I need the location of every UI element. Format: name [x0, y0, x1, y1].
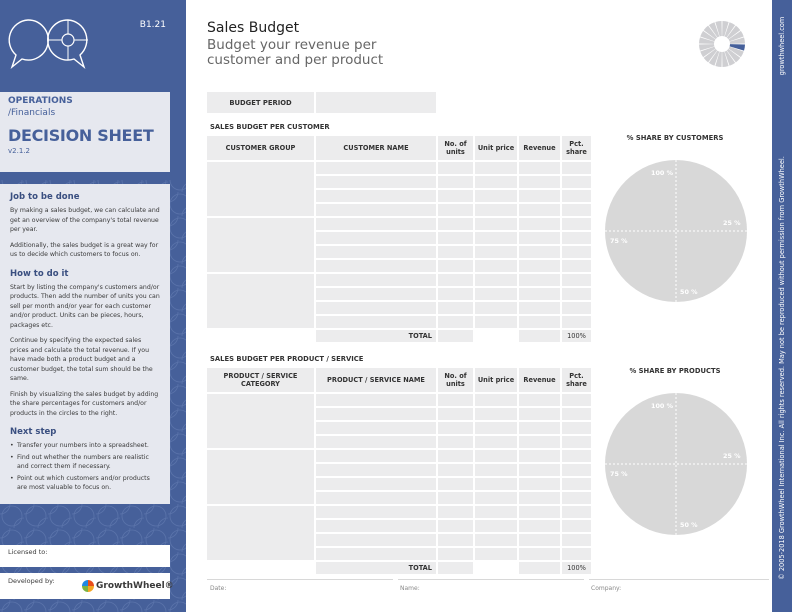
customer-row-cell[interactable] — [438, 260, 473, 272]
subtitle-line-1: Budget your revenue per — [207, 37, 377, 53]
customer-row-cell[interactable] — [562, 232, 591, 244]
product-row-cell[interactable] — [562, 492, 591, 504]
col-units: No. of units — [438, 136, 473, 160]
product-row-cell[interactable] — [475, 534, 517, 546]
customer-total-label: TOTAL — [316, 330, 436, 342]
sidebar — [0, 0, 186, 612]
col-units: No. of units — [438, 368, 473, 392]
customer-row-cell[interactable] — [562, 190, 591, 202]
name-label: Name: — [400, 585, 420, 592]
budget-period-field[interactable] — [316, 92, 436, 113]
customer-row-cell[interactable] — [475, 218, 517, 230]
product-row-cell[interactable] — [562, 450, 591, 462]
pie-label-50: 50 % — [680, 288, 698, 296]
name-line — [398, 579, 584, 580]
customer-row-cell[interactable] — [562, 302, 591, 314]
company-line — [589, 579, 769, 580]
product-group-cell[interactable] — [207, 506, 314, 560]
product-row-cell[interactable] — [519, 394, 560, 406]
customer-total-units[interactable] — [438, 330, 473, 342]
col-pct-share: Pct. share — [562, 368, 591, 392]
pie-label-25: 25 % — [723, 452, 741, 460]
customer-table — [207, 136, 593, 342]
product-row-cell[interactable] — [316, 506, 436, 518]
next-item: • Transfer your numbers into a spreadsheet. — [10, 441, 160, 451]
product-row-cell[interactable] — [562, 534, 591, 546]
next-item: • Find out whether the numbers are realistic and correct them if necessary. — [10, 453, 160, 472]
product-row-cell[interactable] — [562, 394, 591, 406]
customer-row-cell[interactable] — [475, 162, 517, 174]
customer-row-cell[interactable] — [475, 288, 517, 300]
product-row-cell[interactable] — [519, 464, 560, 476]
product-row-cell[interactable] — [475, 394, 517, 406]
customer-row-cell[interactable] — [562, 316, 591, 328]
product-row-cell[interactable] — [475, 520, 517, 532]
customer-row-cell[interactable] — [519, 176, 560, 188]
customer-total-revenue[interactable] — [519, 330, 560, 342]
customer-row-cell[interactable] — [316, 176, 436, 188]
date-label: Date: — [210, 585, 227, 592]
product-row-cell[interactable] — [475, 436, 517, 448]
customer-row-cell[interactable] — [475, 176, 517, 188]
product-row-cell[interactable] — [316, 422, 436, 434]
product-total-label: TOTAL — [316, 562, 436, 574]
product-row-cell[interactable] — [316, 450, 436, 462]
customer-total-pct: 100% — [562, 330, 591, 342]
growthwheel-logo — [82, 580, 174, 592]
customer-row-cell[interactable] — [316, 260, 436, 272]
product-row-cell[interactable] — [562, 478, 591, 490]
version-label: v2.1.2 — [8, 147, 30, 155]
customer-row-cell[interactable] — [475, 260, 517, 272]
sheet-code: B1.21 — [139, 20, 166, 30]
customer-row-cell[interactable] — [562, 204, 591, 216]
col-product-category: PRODUCT / SERVICE CATEGORY — [207, 368, 314, 392]
customer-row-cell[interactable] — [316, 190, 436, 202]
subcategory-label: /Financials — [8, 108, 56, 118]
customer-row-cell[interactable] — [475, 274, 517, 286]
product-row-cell[interactable] — [316, 464, 436, 476]
growthwheel-brand: GrowthWheel® — [96, 581, 174, 591]
job-paragraph-1: By making a sales budget, we can calculate and get an overview of the company's total revenue per year. — [10, 207, 160, 233]
customer-row-cell[interactable] — [316, 162, 436, 174]
customer-row-cell[interactable] — [519, 246, 560, 258]
pie-label-75: 75 % — [610, 237, 628, 245]
product-row-cell[interactable] — [519, 534, 560, 546]
how-paragraph-3: Finish by visualizing the sales budget by adding the share percentages for customers and/or products in the circles to the right. — [10, 390, 159, 417]
product-row-cell[interactable] — [438, 534, 473, 546]
how-paragraph-2: Continue by specifying the expected sales prices and calculate the total revenue. If you have made both a product budget and a customer budget, the total sum should be the same. — [10, 337, 153, 382]
customer-row-cell[interactable] — [475, 190, 517, 202]
customer-row-cell[interactable] — [562, 246, 591, 258]
how-heading: How to do it — [10, 268, 69, 279]
col-unit-price: Unit price — [475, 368, 517, 392]
customer-row-cell[interactable] — [316, 274, 436, 286]
product-row-cell[interactable] — [519, 422, 560, 434]
instructions-panel — [0, 184, 170, 504]
growthwheel-wheel-icon — [82, 580, 94, 592]
product-total-pct: 100% — [562, 562, 591, 574]
customer-row-cell[interactable] — [438, 316, 473, 328]
pie-customers-circle — [605, 160, 747, 302]
product-total-row — [207, 562, 593, 574]
product-row-cell[interactable] — [438, 422, 473, 434]
customer-row-cell[interactable] — [316, 218, 436, 230]
product-row-cell[interactable] — [475, 464, 517, 476]
next-list — [10, 441, 160, 493]
speech-wheels-icon — [6, 16, 102, 80]
subtitle-line-2: customer and per product — [207, 52, 384, 68]
customer-table-header — [207, 136, 593, 160]
customer-row-cell[interactable] — [562, 274, 591, 286]
col-revenue: Revenue — [519, 136, 560, 160]
customer-total-row — [207, 330, 593, 342]
customer-row-cell[interactable] — [562, 288, 591, 300]
company-label: Company: — [591, 585, 622, 592]
right-strip — [772, 0, 792, 612]
product-row-cell[interactable] — [475, 478, 517, 490]
product-row-cell[interactable] — [316, 492, 436, 504]
col-unit-price: Unit price — [475, 136, 517, 160]
pie-products[interactable] — [605, 393, 747, 535]
product-table-body — [207, 394, 593, 560]
customer-row-cell[interactable] — [519, 204, 560, 216]
customer-row-cell[interactable] — [438, 246, 473, 258]
customer-row-cell[interactable] — [438, 274, 473, 286]
job-heading: Job to be done — [10, 192, 80, 202]
product-row-cell[interactable] — [438, 436, 473, 448]
product-group-cell[interactable] — [207, 450, 314, 504]
product-row-cell[interactable] — [519, 436, 560, 448]
col-revenue: Revenue — [519, 368, 560, 392]
customer-row-cell[interactable] — [475, 246, 517, 258]
product-row-cell[interactable] — [562, 520, 591, 532]
customer-table-body — [207, 162, 593, 328]
job-paragraph-2: Additionally, the sales budget is a great way for us to decide which customers to focus on. — [10, 241, 159, 258]
product-row-cell[interactable] — [316, 436, 436, 448]
customer-row-cell[interactable] — [438, 176, 473, 188]
customer-row-cell[interactable] — [562, 176, 591, 188]
product-row-cell[interactable] — [438, 492, 473, 504]
customer-row-cell[interactable] — [316, 302, 436, 314]
copyright-text: © 2005-2018 GrowthWheel International Inc. All rights reserved. May not be reproduced without permission from GrowthWheel. — [778, 156, 786, 580]
col-customer-name: CUSTOMER NAME — [316, 136, 436, 160]
pie-label-50: 50 % — [680, 521, 698, 529]
customer-row-cell[interactable] — [562, 162, 591, 174]
product-row-cell[interactable] — [438, 450, 473, 462]
page-subtitle — [207, 38, 427, 68]
customer-row-cell[interactable] — [316, 232, 436, 244]
customer-row-cell[interactable] — [438, 190, 473, 202]
pie-label-25: 25 % — [723, 219, 741, 227]
product-row-cell[interactable] — [475, 548, 517, 560]
product-row-cell[interactable] — [519, 548, 560, 560]
customer-row-cell[interactable] — [519, 288, 560, 300]
pie-label-100: 100 % — [651, 402, 673, 410]
product-table-header — [207, 368, 593, 392]
product-row-cell[interactable] — [475, 506, 517, 518]
product-row-cell[interactable] — [438, 506, 473, 518]
customer-row-cell[interactable] — [519, 218, 560, 230]
col-product-name: PRODUCT / SERVICE NAME — [316, 368, 436, 392]
pie-products-title: % SHARE BY PRODUCTS — [629, 367, 721, 375]
product-row-cell[interactable] — [519, 450, 560, 462]
product-row-cell[interactable] — [438, 478, 473, 490]
customer-row-cell[interactable] — [519, 260, 560, 272]
pie-label-100: 100 % — [651, 169, 673, 177]
product-row-cell[interactable] — [562, 408, 591, 420]
product-row-cell[interactable] — [519, 478, 560, 490]
product-total-units[interactable] — [438, 562, 473, 574]
customer-row-cell[interactable] — [316, 246, 436, 258]
how-paragraph-1: Start by listing the company's customers and/or products. Then add the number of units you can sell per month and/or year for each customer and/or product. Units can be pieces, hours, packages etc. — [10, 283, 160, 329]
customer-section-title: SALES BUDGET PER CUSTOMER — [210, 123, 330, 131]
product-row-cell[interactable] — [316, 394, 436, 406]
customer-row-cell[interactable] — [438, 232, 473, 244]
product-section-title: SALES BUDGET PER PRODUCT / SERVICE — [210, 355, 364, 363]
budget-period-label: BUDGET PERIOD — [207, 92, 314, 113]
product-row-cell[interactable] — [316, 408, 436, 420]
product-row-cell[interactable] — [316, 520, 436, 532]
date-line — [207, 579, 393, 580]
product-row-cell[interactable] — [438, 408, 473, 420]
customer-group-cell[interactable] — [207, 274, 314, 328]
customer-row-cell[interactable] — [475, 232, 517, 244]
product-table — [207, 368, 593, 574]
growthwheel-segment-icon — [698, 20, 746, 68]
customer-row-cell[interactable] — [475, 316, 517, 328]
product-row-cell[interactable] — [475, 450, 517, 462]
customer-row-cell[interactable] — [519, 316, 560, 328]
customer-group-cell[interactable] — [207, 162, 314, 216]
customer-row-cell[interactable] — [438, 162, 473, 174]
next-heading: Next step — [10, 427, 57, 437]
product-row-cell[interactable] — [316, 534, 436, 546]
col-customer-group: CUSTOMER GROUP — [207, 136, 314, 160]
customer-row-cell[interactable] — [316, 288, 436, 300]
customer-row-cell[interactable] — [475, 204, 517, 216]
product-row-cell[interactable] — [562, 422, 591, 434]
product-row-cell[interactable] — [562, 548, 591, 560]
product-total-revenue[interactable] — [519, 562, 560, 574]
customer-row-cell[interactable] — [475, 302, 517, 314]
customer-row-cell[interactable] — [519, 232, 560, 244]
pie-customers-title: % SHARE BY CUSTOMERS — [626, 134, 724, 142]
customer-row-cell[interactable] — [316, 316, 436, 328]
page-title: Sales Budget — [207, 20, 300, 36]
product-row-cell[interactable] — [475, 408, 517, 420]
product-row-cell[interactable] — [562, 506, 591, 518]
col-pct-share: Pct. share — [562, 136, 591, 160]
customer-row-cell[interactable] — [519, 302, 560, 314]
customer-row-cell[interactable] — [438, 302, 473, 314]
category-label: OPERATIONS — [8, 96, 73, 106]
product-row-cell[interactable] — [475, 492, 517, 504]
product-row-cell[interactable] — [316, 548, 436, 560]
product-row-cell[interactable] — [475, 422, 517, 434]
pie-label-75: 75 % — [610, 470, 628, 478]
customer-row-cell[interactable] — [438, 204, 473, 216]
customer-row-cell[interactable] — [438, 288, 473, 300]
next-item: • Point out which customers and/or products are most valuable to focus on. — [10, 474, 160, 493]
product-group-cell[interactable] — [207, 394, 314, 448]
product-row-cell[interactable] — [519, 520, 560, 532]
sheet-category-panel — [0, 92, 170, 172]
product-row-cell[interactable] — [438, 520, 473, 532]
pie-products-circle — [605, 393, 747, 535]
customer-row-cell[interactable] — [438, 218, 473, 230]
product-row-cell[interactable] — [438, 464, 473, 476]
customer-row-cell[interactable] — [562, 260, 591, 272]
developed-by-label: Developed by: — [8, 577, 55, 585]
doc-type-title: DECISION SHEET — [8, 126, 154, 145]
customer-row-cell[interactable] — [562, 218, 591, 230]
product-row-cell[interactable] — [438, 548, 473, 560]
customer-row-cell[interactable] — [316, 204, 436, 216]
customer-group-cell[interactable] — [207, 218, 314, 272]
product-row-cell[interactable] — [438, 394, 473, 406]
licensed-to-label: Licensed to: — [8, 548, 48, 556]
pie-customers[interactable] — [605, 160, 747, 302]
product-row-cell[interactable] — [519, 408, 560, 420]
product-row-cell[interactable] — [519, 492, 560, 504]
product-row-cell[interactable] — [316, 478, 436, 490]
product-row-cell[interactable] — [562, 436, 591, 448]
product-row-cell[interactable] — [519, 506, 560, 518]
customer-row-cell[interactable] — [519, 274, 560, 286]
customer-row-cell[interactable] — [519, 162, 560, 174]
product-row-cell[interactable] — [562, 464, 591, 476]
customer-row-cell[interactable] — [519, 190, 560, 202]
website-text: growthwheel.com — [778, 16, 786, 76]
